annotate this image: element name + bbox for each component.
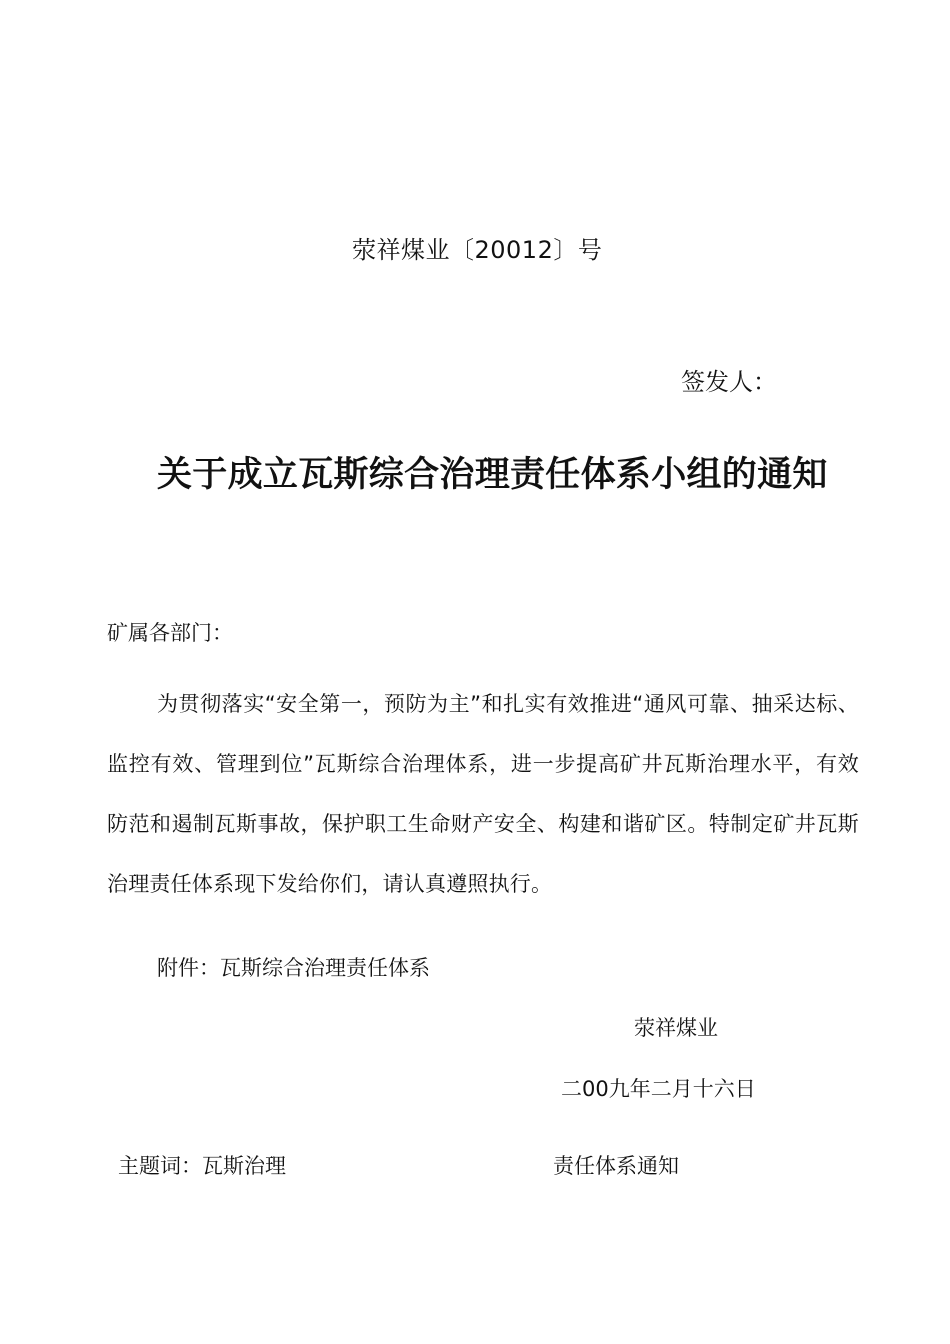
keywords-continued: 责任体系通知 (553, 1154, 679, 1178)
body-paragraph: 为贯彻落实“安全第一，预防为主”和扎实有效推进“通风可靠、抽采达标、监控有效、管理到位”瓦斯综合治理体系，进一步提高矿井瓦斯治理水平，有效防范和遏制瓦斯事故，保护职工生命财产安全、构建和谐矿区。特制定矿井瓦斯治理责任体系现下发给你们，请认真遵照执行。 (107, 692, 859, 896)
document-number: 荥祥煤业〔20012〕号 (352, 236, 603, 264)
signer-label: 签发人： (681, 368, 777, 396)
document-title: 关于成立瓦斯综合治理责任体系小组的通知 (157, 455, 828, 495)
salutation: 矿属各部门： (107, 621, 233, 645)
issue-date: 二00九年二月十六日 (561, 1077, 756, 1101)
attachment-line: 附件：瓦斯综合治理责任体系 (157, 956, 430, 980)
keywords-label: 主题词：瓦斯治理 (118, 1154, 286, 1178)
issuer-name: 荥祥煤业 (634, 1016, 718, 1040)
